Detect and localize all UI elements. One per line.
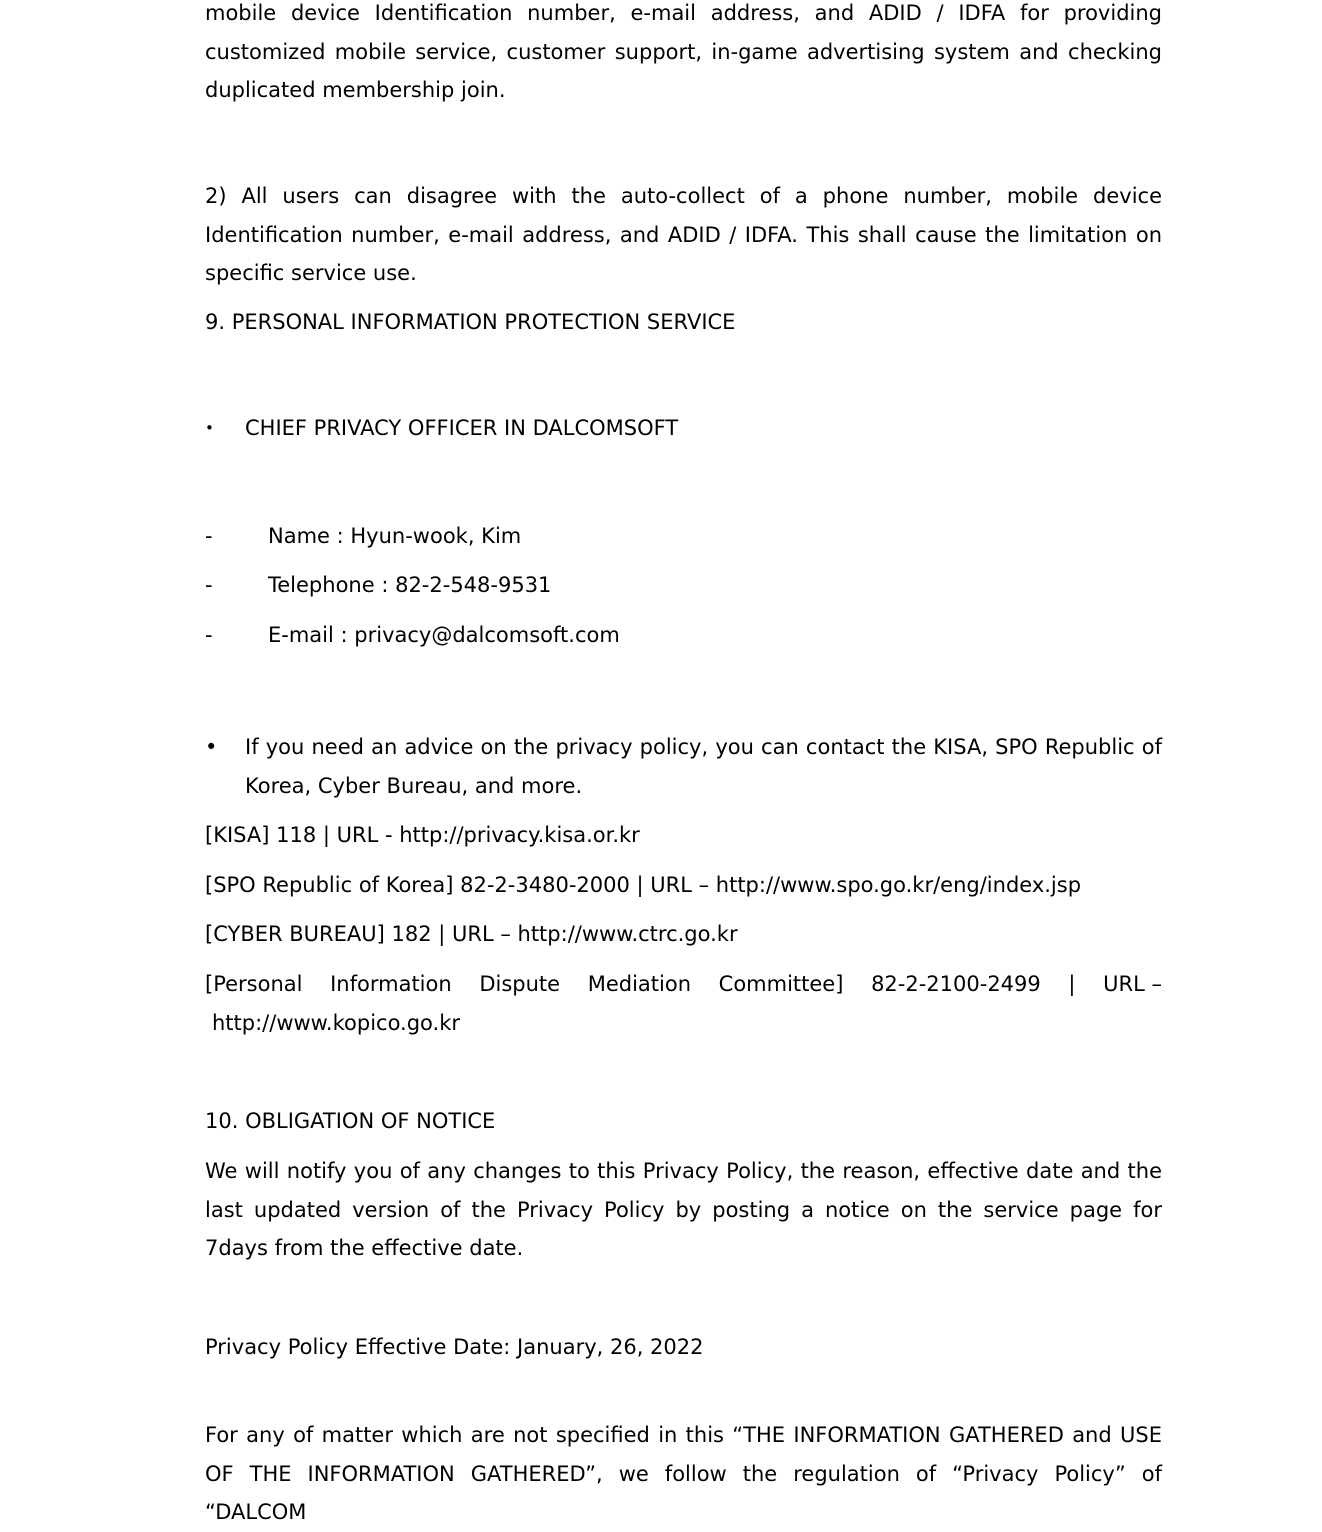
bullet-cpo-label: CHIEF PRIVACY OFFICER IN DALCOMSOFT [245, 416, 679, 440]
contact-email-text: E-mail : privacy@dalcomsoft.com [268, 623, 620, 647]
agency-kisa: [KISA] 118 | URL - http://privacy.kisa.or.kr [205, 823, 640, 847]
pidmc-word: | [1068, 972, 1076, 996]
effective-date: Privacy Policy Effective Date: January, 26, 2022 [205, 1335, 704, 1359]
pidmc-url: http://www.kopico.go.kr [212, 1010, 461, 1035]
pidmc-word: Information [330, 972, 452, 996]
bullet-icon: • [205, 735, 218, 759]
paragraph-data-collection-purpose: mobile device Identification number, e-mail address, and ADID / IDFA for providing customized mobile service, customer support, in-game advertising system and checking duplicated membership join. [205, 1, 1162, 102]
closing-paragraph: For any of matter which are not specified in this “THE INFORMATION GATHERED and USE OF THE INFORMATION GATHERED”, we follow the regulation of “Privacy Policy” of “DALCOM [205, 1423, 1162, 1524]
bullet-privacy-advice [205, 728, 1162, 805]
agency-cyber-bureau: [CYBER BUREAU] 182 | URL – http://www.ctrc.go.kr [205, 922, 738, 946]
bullet-chief-privacy-officer [205, 409, 1162, 448]
dash-marker: - [205, 524, 213, 548]
pidmc-word: Committee] [718, 972, 844, 996]
section-10-text: We will notify you of any changes to this Privacy Policy, the reason, effective date and the last updated version of the Privacy Policy by posting a notice on the service page for 7days from the effective date. [205, 1159, 1162, 1260]
dash-marker: - [205, 573, 213, 597]
pidmc-word: URL – [1103, 972, 1162, 996]
paragraph-disagree-auto-collect: 2) All users can disagree with the auto-collect of a phone number, mobile device Identification number, e-mail address, and ADID / IDFA. This shall cause the limitation on specific service use. [205, 184, 1162, 285]
agency-spo: [SPO Republic of Korea] 82-2-3480-2000 | URL – http://www.spo.go.kr/eng/index.jsp [205, 873, 1082, 897]
section-9-heading: 9. PERSONAL INFORMATION PROTECTION SERVICE [205, 310, 736, 334]
bullet-icon: • [205, 419, 214, 437]
contact-email [205, 620, 620, 650]
section-10-heading: 10. OBLIGATION OF NOTICE [205, 1109, 496, 1133]
agency-pidmc [205, 965, 1162, 1042]
pidmc-word: [Personal [205, 972, 303, 996]
dash-marker: - [205, 623, 213, 647]
bullet-advice-text: If you need an advice on the privacy policy, you can contact the KISA, SPO Republic of Korea, Cyber Bureau, and more. [245, 735, 1162, 798]
contact-name-text: Name : Hyun-wook, Kim [268, 524, 522, 548]
contact-telephone [205, 570, 551, 600]
contact-telephone-text: Telephone : 82-2-548-9531 [268, 573, 552, 597]
contact-name [205, 521, 521, 551]
pidmc-line [205, 965, 1162, 1004]
pidmc-word: 82-2-2100-2499 [871, 972, 1041, 996]
pidmc-word: Dispute [479, 972, 561, 996]
pidmc-word: Mediation [587, 972, 692, 996]
